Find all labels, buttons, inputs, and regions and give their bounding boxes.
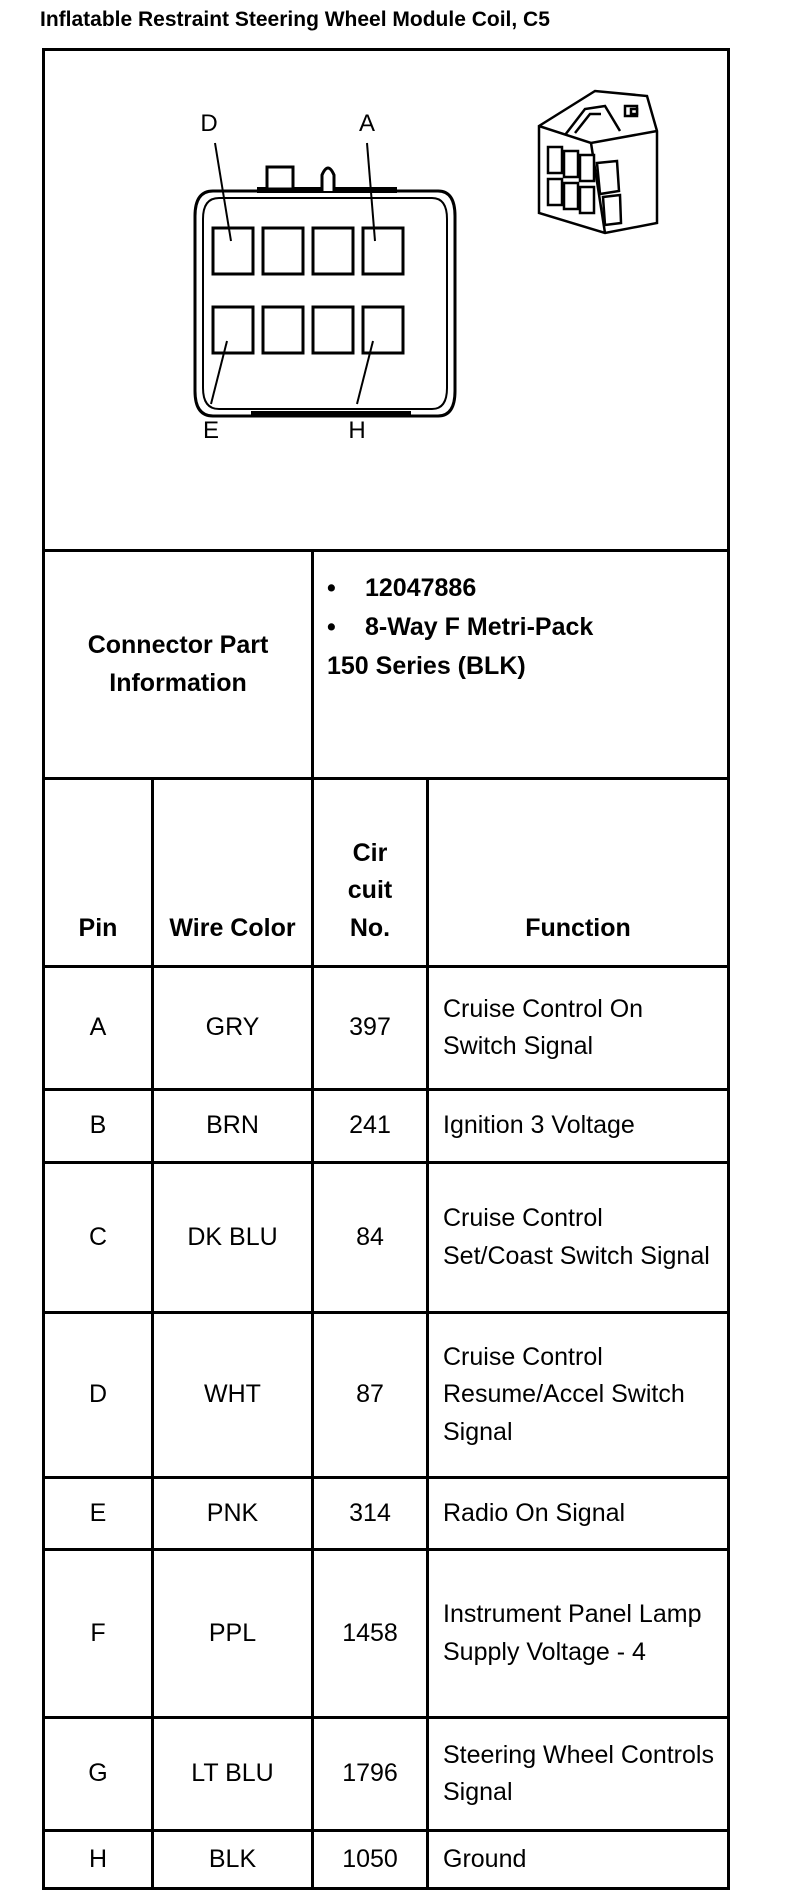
cell-color: BRN [206, 1111, 259, 1140]
cell-pin: C [88, 1222, 108, 1251]
cavity-c [263, 228, 303, 274]
connector-face-diagram [45, 51, 727, 551]
cell-color: DK BLU [187, 1222, 278, 1251]
cell-circuit: 397 [349, 1013, 391, 1042]
cell-color: LT BLU [191, 1759, 274, 1788]
cell-color: PNK [206, 1498, 259, 1527]
connector-sheet [42, 48, 730, 1890]
cell-color: BLK [208, 1844, 257, 1873]
connector-info-details [327, 569, 593, 686]
cell-function: Cruise Control Resume/Accel Switch Signal [443, 1342, 685, 1446]
pin-label-d: D [200, 110, 218, 137]
cell-pin: H [88, 1844, 108, 1873]
cell-pin: A [89, 1013, 107, 1042]
cell-function: Steering Wheel Controls Signal [443, 1740, 714, 1806]
connector-info-bullet: • 12047886 [327, 574, 477, 602]
connector-info-bullet: • 8-Way F Metri-Pack [327, 613, 594, 641]
cell-function: Cruise Control Set/Coast Switch Signal [443, 1204, 710, 1270]
cavity-g [313, 307, 353, 353]
cell-function: Radio On Signal [443, 1498, 626, 1527]
cell-function: Ground [443, 1844, 527, 1873]
connector-bottom-bar [251, 411, 411, 417]
cell-circuit: 87 [356, 1380, 384, 1409]
cell-color: GRY [205, 1013, 260, 1042]
cell-circuit: 1458 [342, 1618, 398, 1647]
pin-label-e: E [202, 417, 220, 444]
cell-pin: E [89, 1498, 107, 1527]
latch-tab [267, 167, 293, 189]
connector-3d-illustration [539, 91, 657, 233]
cell-circuit: 1050 [342, 1844, 398, 1873]
cavity-h [363, 307, 403, 353]
page-title: Inflatable Restraint Steering Wheel Module Coil, C5 [40, 8, 550, 31]
connector-info-continuation: 150 Series (BLK) [327, 652, 526, 680]
header-circuit-no: Cir cuit No. [347, 838, 393, 942]
pin-label-a: A [358, 110, 376, 137]
cavity-f [263, 307, 303, 353]
cell-color: PPL [208, 1618, 257, 1647]
cavity-a [363, 228, 403, 274]
cavity-d [213, 228, 253, 274]
cell-pin: B [89, 1111, 107, 1140]
cell-circuit: 314 [349, 1498, 391, 1527]
pin-label-h: H [348, 417, 366, 444]
cell-circuit: 241 [349, 1111, 391, 1140]
cell-function: Ignition 3 Voltage [443, 1111, 635, 1140]
key-post [322, 168, 334, 191]
header-function: Function [525, 913, 631, 942]
cell-function: Instrument Panel Lamp Supply Voltage - 4 [443, 1600, 702, 1666]
cell-pin: D [88, 1380, 108, 1409]
cell-circuit: 1796 [342, 1759, 398, 1788]
header-wire-color: Wire Color [169, 913, 296, 942]
header-pin: Pin [78, 913, 118, 942]
connector-info-label: Connector Part Information [87, 631, 269, 697]
connector-shell [195, 191, 455, 416]
cell-pin: G [88, 1759, 108, 1788]
cavity-b [313, 228, 353, 274]
cell-color: WHT [204, 1380, 261, 1409]
cell-function: Cruise Control On Switch Signal [443, 994, 644, 1060]
cell-circuit: 84 [356, 1222, 384, 1251]
cell-pin: F [90, 1618, 106, 1647]
cavity-e [213, 307, 253, 353]
